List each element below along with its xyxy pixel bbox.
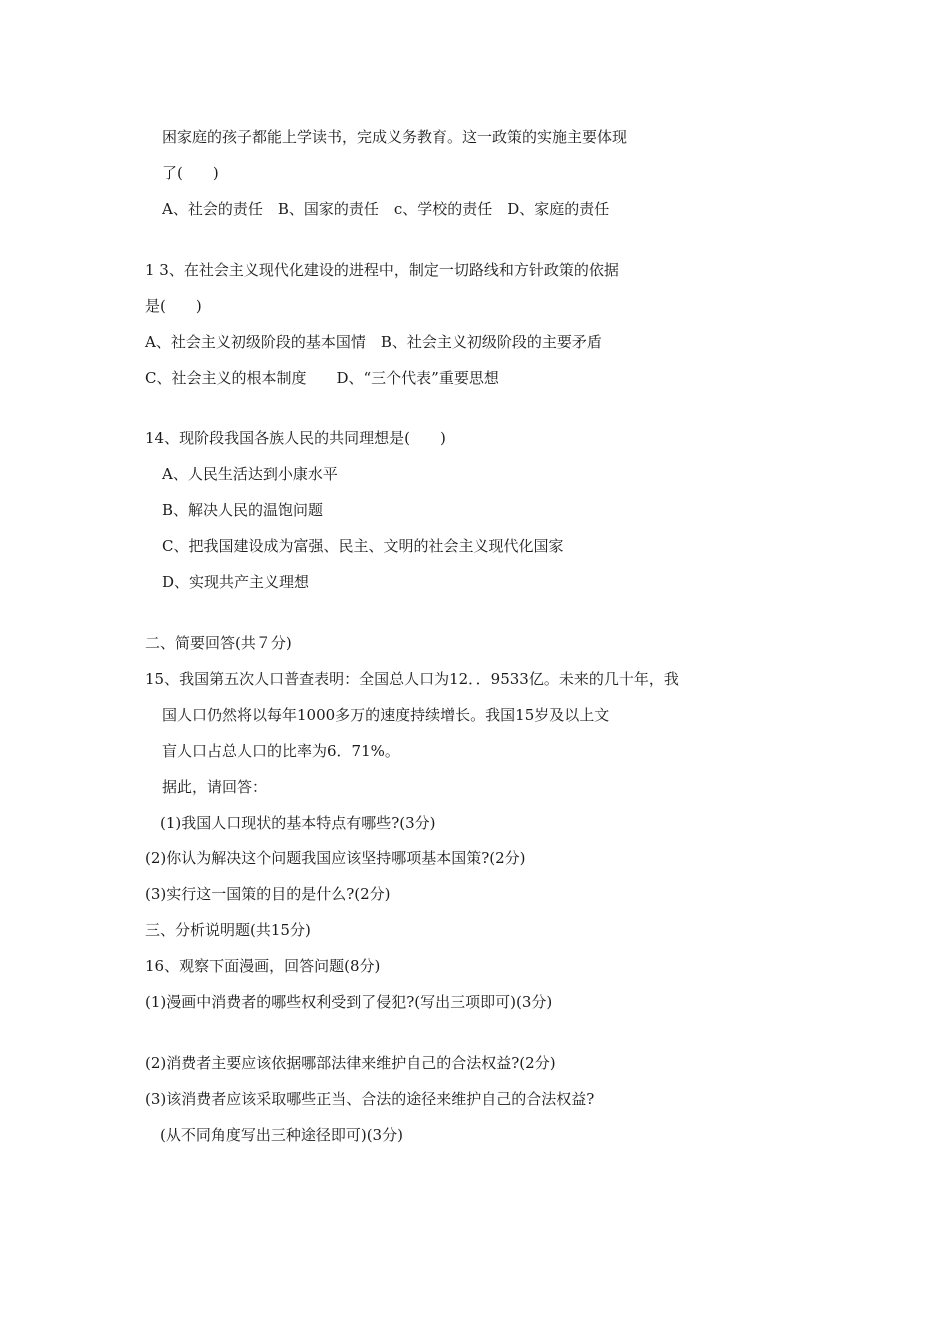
q15-stem-line1: 15、我国第五次人口普查表明：全国总人口为12．．9533亿。未来的几十年，我 xyxy=(145,670,679,688)
q15-sub2: (2)你认为解决这个问题我国应该坚持哪项基本国策?(2分) xyxy=(145,849,526,867)
q13-options-cd: C、社会主义的根本制度 D、“三个代表”重要思想 xyxy=(145,369,499,387)
q16-sub3-note: (从不同角度写出三种途径即可)(3分) xyxy=(160,1126,403,1144)
q15-prompt: 据此，请回答： xyxy=(162,778,268,796)
q16-sub2: (2)消费者主要应该依据哪部法律来维护自己的合法权益?(2分) xyxy=(145,1054,556,1072)
q15-sub1: (1)我国人口现状的基本特点有哪些?(3分) xyxy=(160,814,436,832)
q16-sub1: (1)漫画中消费者的哪些权利受到了侵犯?(写出三项即可)(3分) xyxy=(145,993,553,1011)
section3-heading: 三、分析说明题(共15分) xyxy=(145,921,311,939)
q13-options-ab: A、社会主义初级阶段的基本国情 B、社会主义初级阶段的主要矛盾 xyxy=(145,333,602,351)
q15-stem-line2: 国人口仍然将以每年1000多万的速度持续增长。我国15岁及以上文 xyxy=(162,706,610,724)
q16-sub3: (3)该消费者应该采取哪些正当、合法的途径来维护自己的合法权益? xyxy=(145,1090,595,1108)
section2-heading: 二、简要回答(共７分) xyxy=(145,634,292,652)
q14-option-c: C、把我国建设成为富强、民主、文明的社会主义现代化国家 xyxy=(162,537,564,555)
q14-stem: 14、现阶段我国各族人民的共同理想是( ) xyxy=(145,429,446,447)
q14-option-d: D、实现共产主义理想 xyxy=(162,573,310,591)
q14-option-b: B、解决人民的温饱问题 xyxy=(162,501,324,519)
q14-option-a: A、人民生活达到小康水平 xyxy=(162,465,338,483)
q15-stem-line3: 盲人口占总人口的比率为6．71%。 xyxy=(162,742,400,760)
q16-stem: 16、观察下面漫画，回答问题(8分) xyxy=(145,957,381,975)
q12-options: A、社会的责任 B、国家的责任 c、学校的责任 D、家庭的责任 xyxy=(162,200,610,218)
q13-stem-line1: 1 3、在社会主义现代化建设的进程中，制定一切路线和方针政策的依据 xyxy=(145,261,619,279)
q13-stem-line2: 是( ) xyxy=(145,297,202,315)
q12-stem-line1: 困家庭的孩子都能上学读书，完成义务教育。这一政策的实施主要体现 xyxy=(162,128,628,146)
q15-sub3: (3)实行这一国策的目的是什么?(2分) xyxy=(145,885,391,903)
q12-stem-line2: 了( ) xyxy=(162,164,219,182)
